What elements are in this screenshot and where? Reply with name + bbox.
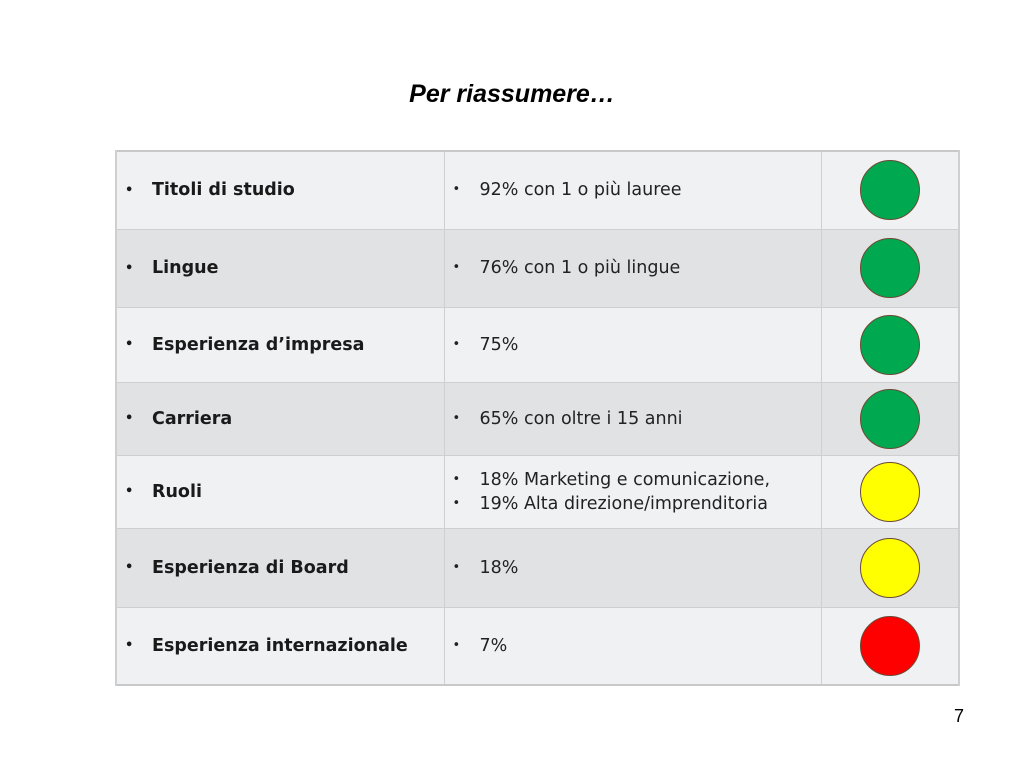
category-label: Ruoli bbox=[152, 481, 202, 502]
bullet: • bbox=[452, 559, 461, 575]
status-cell bbox=[821, 151, 959, 229]
page-number: 7 bbox=[953, 706, 964, 726]
bullet: • bbox=[452, 637, 461, 653]
status-cell bbox=[821, 307, 959, 382]
category-label: Lingue bbox=[152, 258, 219, 278]
table-row bbox=[116, 455, 959, 528]
value-text: 19% Alta direzione/imprenditoria bbox=[479, 493, 769, 514]
value-cell bbox=[444, 455, 821, 528]
bullet: • bbox=[452, 182, 461, 198]
category-cell bbox=[116, 455, 444, 528]
category-label: Esperienza d’impresa bbox=[152, 334, 365, 355]
bullet: • bbox=[125, 411, 134, 426]
value-cell bbox=[444, 382, 821, 455]
table-row bbox=[116, 307, 959, 382]
bullet: • bbox=[452, 336, 461, 352]
table-row bbox=[116, 382, 959, 455]
summary-table bbox=[115, 150, 960, 686]
status-cell bbox=[821, 607, 959, 685]
value-cell bbox=[444, 528, 821, 607]
bullet: • bbox=[452, 471, 461, 487]
value-text: 65% con oltre i 15 anni bbox=[479, 408, 683, 429]
value-text: 75% bbox=[479, 334, 519, 355]
table-row bbox=[116, 151, 959, 229]
status-light-green-icon bbox=[860, 389, 920, 449]
status-cell bbox=[821, 455, 959, 528]
bullet: • bbox=[125, 560, 134, 575]
value-cell bbox=[444, 607, 821, 685]
status-light-green-icon bbox=[860, 315, 920, 375]
bullet: • bbox=[125, 182, 134, 198]
table-row bbox=[116, 229, 959, 307]
status-light-yellow-icon bbox=[860, 462, 920, 522]
category-cell bbox=[116, 607, 444, 685]
value-cell bbox=[444, 151, 821, 229]
value-cell bbox=[444, 307, 821, 382]
category-label: Carriera bbox=[152, 408, 233, 429]
status-light-green-icon bbox=[860, 238, 920, 298]
status-cell bbox=[821, 528, 959, 607]
bullet: • bbox=[452, 260, 461, 275]
value-cell bbox=[444, 229, 821, 307]
category-label: Esperienza di Board bbox=[152, 557, 349, 578]
slide-title: Per riassumere… bbox=[409, 80, 615, 108]
status-light-red-icon bbox=[860, 616, 920, 676]
category-label: Esperienza internazionale bbox=[152, 635, 408, 656]
value-text: 7% bbox=[479, 635, 508, 656]
value-text: 92% con 1 o più lauree bbox=[479, 180, 682, 201]
status-light-yellow-icon bbox=[860, 538, 920, 598]
status-light-green-icon bbox=[860, 160, 920, 220]
bullet: • bbox=[125, 337, 134, 352]
status-cell bbox=[821, 229, 959, 307]
bullet: • bbox=[125, 638, 134, 654]
value-text: 18% bbox=[479, 557, 519, 578]
bullet: • bbox=[125, 484, 134, 499]
category-cell bbox=[116, 151, 444, 229]
category-cell bbox=[116, 307, 444, 382]
bullet: • bbox=[452, 410, 461, 426]
bullet: • bbox=[452, 495, 461, 511]
status-cell bbox=[821, 382, 959, 455]
value-text: 18% Marketing e comunicazione, bbox=[479, 469, 771, 490]
category-cell bbox=[116, 229, 444, 307]
category-label: Titoli di studio bbox=[152, 180, 295, 201]
category-cell bbox=[116, 382, 444, 455]
table-row bbox=[116, 607, 959, 685]
table-row bbox=[116, 528, 959, 607]
bullet: • bbox=[125, 260, 134, 276]
value-text: 76% con 1 o più lingue bbox=[479, 258, 681, 278]
category-cell bbox=[116, 528, 444, 607]
